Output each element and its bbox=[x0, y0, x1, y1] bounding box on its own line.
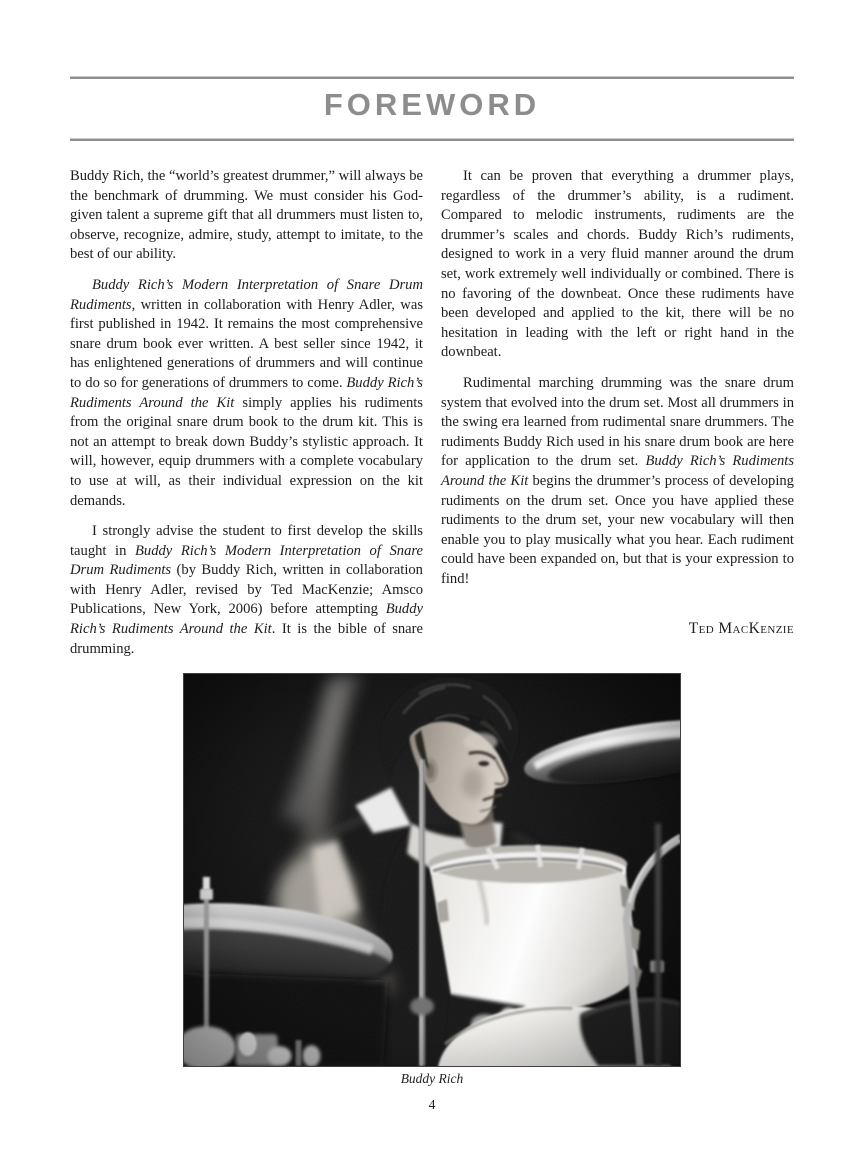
foreword-text bbox=[70, 167, 794, 670]
buddy-rich-photo bbox=[183, 673, 681, 1067]
paragraph: Rudimental marching drumming was the snare drum system that evolved into the drum set. Most all drummers in the swing era learned from rudimental snare drummers. The rudiments Buddy Rich used in his snare drum book are here for application to the drum set. Buddy Rich’s Rudiments Around the Kit begins the drummer’s process of developing rudiments on the drum set. Once you have applied these rudiments to the drum set, your new vocabulary will then enable you to play musically what you hear. Each rudiment could have been expanded on, but that is your expression to find! bbox=[441, 374, 794, 587]
right-column bbox=[441, 167, 794, 670]
page-number: 4 bbox=[428, 1097, 436, 1112]
photo-caption: Buddy Rich bbox=[400, 1071, 464, 1086]
bottom-rule bbox=[70, 138, 794, 141]
author-signature: Ted MacKenzie bbox=[688, 620, 794, 638]
paragraph: I strongly advise the student to first develop the skills taught in Buddy Rich’s Modern Interpretation of Snare Drum Rudiments (by Buddy Rich, written in collaboration with Henry Adler, revised by Ted MacKenzie; Amsco Publications, New York, 2006) before attempting Buddy Rich’s Rudiments Around the Kit. It is the bible of snare drumming. bbox=[70, 523, 423, 657]
paragraph: Buddy Rich, the “world’s greatest drummer,” will always be the benchmark of drumming. We must consider his God-given talent a supreme gift that all drummers must listen to, observe, recognize, admire, study, attempt to imitate, to the best of our ability. bbox=[70, 168, 423, 263]
buddy-rich-photo-art bbox=[184, 674, 680, 1066]
top-rule bbox=[70, 76, 794, 79]
page-title: FOREWORD bbox=[323, 87, 541, 122]
paragraph: It can be proven that everything a drummer plays, regardless of the drummer’s ability, is a rudiment. Compared to melodic instruments, rudiments are the drummer’s scales and chords. Buddy Rich’s rudiments, designed to work in a very fluid manner around the drum set, work extremely well individually or combined. There is no favoring of the downbeat. Once these rudiments have been developed and applied to the kit, there will be no hesitation in leading with the left or right hand in the downbeat. bbox=[441, 168, 794, 361]
paragraph: Buddy Rich’s Modern Interpretation of Snare Drum Rudiments, written in collaboration with Henry Adler, was first published in 1942. It remains the most comprehensive snare drum book ever written. A best seller since 1942, it has enlightened generations of drummers and will continue to do so for generations of drummers to come. Buddy Rich’s Rudiments Around the Kit simply applies his rudiments from the original snare drum book to the drum kit. This is not an attempt to break down Buddy’s stylistic approach. It will, however, equip drummers with a complete vocabulary to use at will, as their individual expression on the kit demands. bbox=[70, 276, 423, 509]
left-column bbox=[70, 167, 423, 670]
